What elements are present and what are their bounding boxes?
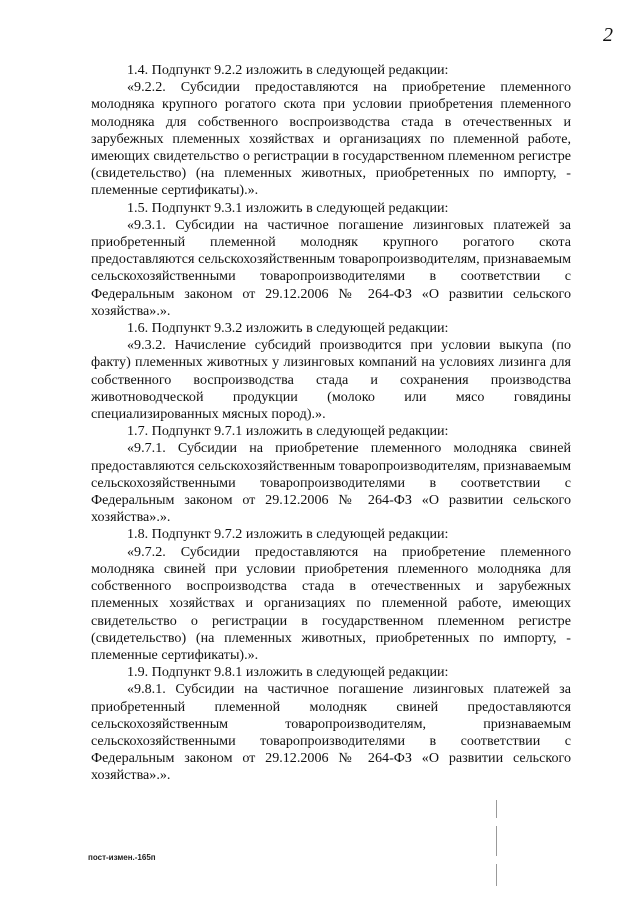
scan-artifact-line — [496, 864, 497, 886]
section-text: «9.7.1. Субсидии на приобретение племенного молодняка свиней предоставляются сельскохозяйственным товаропроизводителям, признаваемым сельскохозяйственными товаропроизводителями в соответствии с Федеральным законом от 29.12.2006 № 264-ФЗ «О развитии сельского хозяйства».». — [91, 440, 571, 526]
scan-artifact-line — [496, 826, 497, 856]
section-heading: 1.5. Подпункт 9.3.1 изложить в следующей редакции: — [127, 199, 449, 216]
document-code: пост-измен.-165п — [88, 853, 156, 862]
section-text: «9.8.1. Субсидии на частичное погашение лизинговых платежей за приобретенный племенной молодняк свиней предоставляются сельскохозяйственным товаропроизводителям, признаваемым сельскохозяйственными товаропроизводителями в соответствии с Федеральным законом от 29.12.2006 № 264-ФЗ «О развитии сельского хозяйства».». — [91, 681, 571, 784]
section-heading: 1.6. Подпункт 9.3.2 изложить в следующей редакции: — [127, 320, 449, 337]
section-heading: 1.7. Подпункт 9.7.1 изложить в следующей редакции: — [127, 423, 449, 440]
page-number: 2 — [603, 24, 613, 46]
section-text: «9.7.2. Субсидии предоставляются на приобретение племенного молодняка свиней при условии приобретения племенного молодняка для собственного воспроизводства стада в отечественных и зарубежных племенных хозяйствах и организациях по племенной работе, имеющих свидетельство о регистрации в государственном племенном регистре (свидетельство) (на племенных животных, приобретенных по импорту, - племенные сертификаты).». — [91, 543, 571, 663]
section-text: «9.2.2. Субсидии предоставляются на приобретение племенного молодняка крупного рогатого скота при условии приобретения племенного молодняка для собственного воспроизводства стада в отечественных и зарубежных племенных хозяйствах и организациях по племенной работе, имеющих свидетельство о регистрации в государственном племенном регистре (свидетельство) (на племенных животных, приобретенных по импорту, - племенные сертификаты).». — [91, 79, 571, 199]
document-body — [91, 62, 571, 785]
section-heading: 1.4. Подпункт 9.2.2 изложить в следующей редакции: — [127, 62, 449, 78]
section-text: «9.3.2. Начисление субсидий производится при условии выкупа (по факту) племенных животных у лизинговых компаний на условиях лизинга для собственного воспроизводства стада и сохранения производства животноводческой продукции (молоко или мясо говядины специализированных мясных пород).». — [91, 337, 571, 423]
section-text: «9.3.1. Субсидии на частичное погашение лизинговых платежей за приобретенный племенной молодняк крупного рогатого скота предоставляются сельскохозяйственным товаропроизводителям, признаваемым сельскохозяйственными товаропроизводителями в соответствии с Федеральным законом от 29.12.2006 № 264-ФЗ «О развитии сельского хозяйства».». — [91, 216, 571, 319]
scan-artifact-line — [496, 800, 497, 818]
section-heading: 1.8. Подпункт 9.7.2 изложить в следующей редакции: — [127, 526, 449, 543]
section-heading: 1.9. Подпункт 9.8.1 изложить в следующей редакции: — [127, 664, 449, 681]
